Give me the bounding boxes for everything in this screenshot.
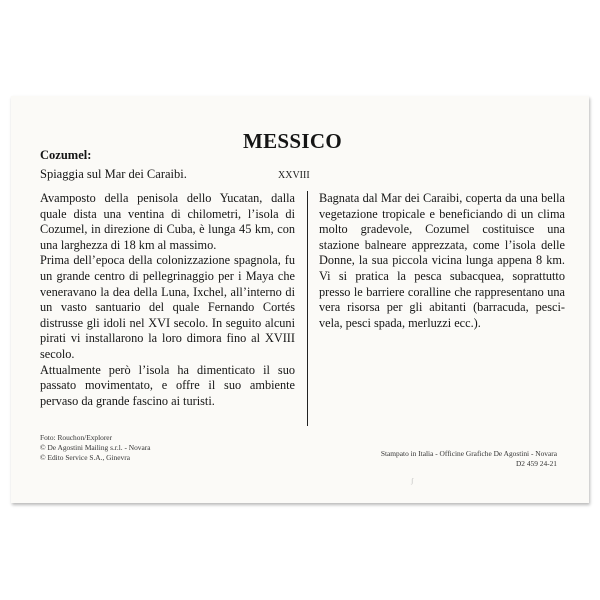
paragraph-history: Prima dell’epoca della colonizzazione spagnola, fu un grande centro di pellegrinaggio per i Maya che veneravano la dea della Luna, Ixchel, all’interno di un vasto santuario del quale Fernando Cortés distrusse gli idoli nel XVI secolo. In seguito alcuni pirati vi installarono la loro dimora fino al XVIII secolo.	[40, 253, 295, 361]
card-number: XXVIII	[278, 170, 310, 181]
product-code: D2 459 24-21	[515, 459, 557, 468]
printer-line: Stampato in Italia - Officine Grafiche De Agostini - Novara	[380, 449, 557, 458]
copyright-line: © De Agostini Mailing s.r.l. - Novara	[40, 443, 151, 452]
location-subtitle: Spiaggia sul Mar dei Caraibi.	[40, 167, 187, 181]
photo-credit: Foto: Rouchon/Explorer	[40, 433, 113, 442]
photo-credits	[40, 433, 151, 463]
right-text-column	[319, 191, 565, 331]
paper-speck-icon: ʃ	[411, 477, 414, 485]
printer-info	[381, 449, 557, 469]
paragraph-location: Avamposto della penisola dello Yucatan, dalla quale dista una ventina di chilometri, l’isola di Cozumel, in direzione di Cuba, è lunga 45 km, con una larghezza di 18 km al massimo.	[40, 191, 295, 252]
column-divider	[307, 191, 308, 426]
location-name: Cozumel:	[40, 148, 92, 162]
card-title: MESSICO	[243, 129, 342, 153]
left-text-column	[40, 191, 295, 409]
paragraph-today: Attualmente però l’isola ha dimenticato il suo passato movimentato, e offre il suo ambiente pervaso da grande fascino ai turisti.	[40, 362, 295, 408]
copyright-line: © Edito Service S.A., Ginevra	[40, 453, 130, 462]
paragraph-climate: Bagnata dal Mar dei Caraibi, coperta da una bella vegetazione tropicale e beneficiando di un clima molto gradevole, Cozumel costituisce una stazione balneare apprezzata, come l’isola delle Donne, la sua piccola vicina lunga appena 8 km. Vi si pratica la pesca subacquea, soprattutto presso le barriere coralline che rappresentano una vera risorsa per gli abitanti (barracuda, pesci-vela, pesci spada, merluzzi ecc.).	[319, 191, 565, 330]
